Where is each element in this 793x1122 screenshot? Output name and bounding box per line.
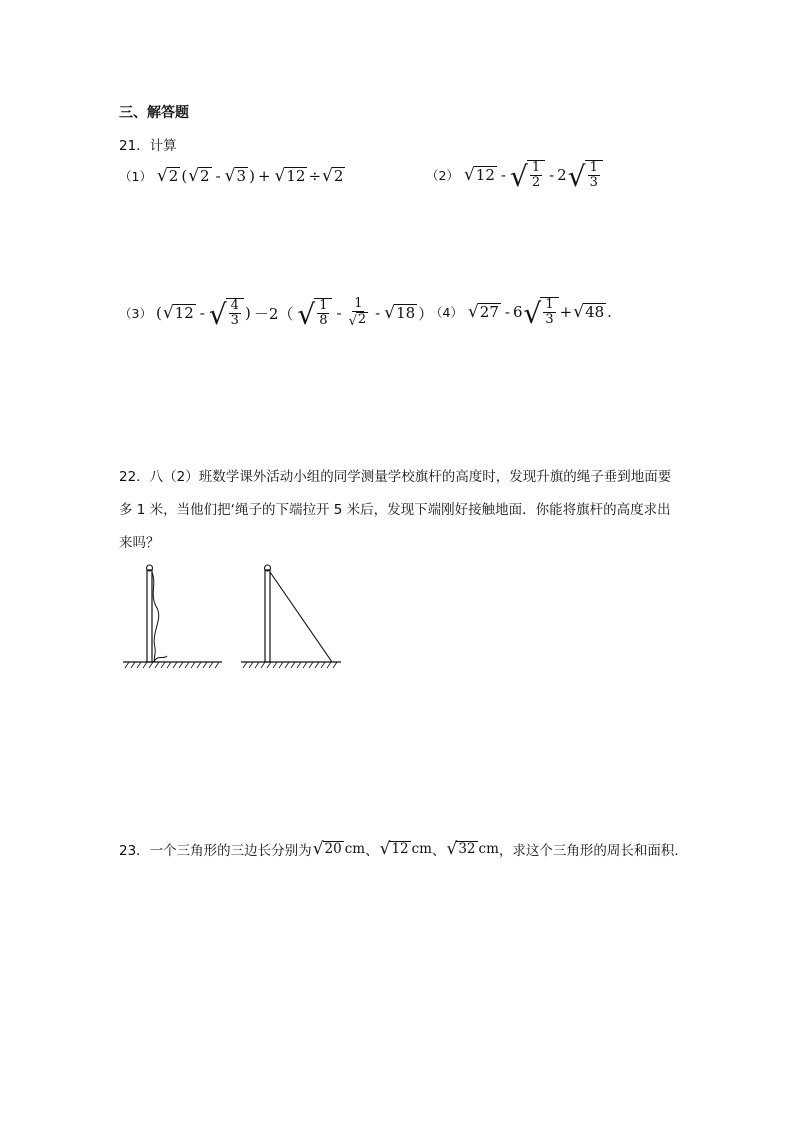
radical: √ 32 xyxy=(446,838,476,859)
fraction: 1 √ 2 xyxy=(348,296,367,330)
q21-part3: （3） ( √ 12 - √ $\frac{4}{3}$ ) －2（ √ $\frac{1}{8}$ - 1 √ 2 - √ 18 ） xyxy=(119,296,434,331)
q21-part4: （4） √ 27 - 6 √ $\frac{1}{3}$ + √ 48 . xyxy=(430,296,612,330)
flagpole-figures xyxy=(119,560,354,675)
radical: √ 12 xyxy=(274,166,306,187)
figure-rope-hanging xyxy=(123,565,222,668)
part-label: （2） xyxy=(426,168,459,184)
radical: √ 3 xyxy=(224,166,247,187)
q21-label: 21．计算 xyxy=(119,138,177,154)
radical: √ 20 xyxy=(312,838,342,859)
radical: √ 12 xyxy=(379,838,409,859)
radical: √ 18 xyxy=(384,303,416,324)
section-title: 三、解答题 xyxy=(119,105,189,121)
radical: √ 48 xyxy=(573,302,605,323)
radical-fraction: √ $\frac{1}{3}$ xyxy=(568,160,603,191)
radical: √ 12 xyxy=(162,303,194,324)
radical-fraction: √ $\frac{1}{8}$ xyxy=(297,298,332,329)
radical-fraction: √ $\frac{1}{2}$ xyxy=(510,160,545,191)
q21-part2: （2） √ 12 - √ $\frac{1}{2}$ - 2 √ $\frac{1}{3}$ xyxy=(426,160,604,191)
q22-text: 22．八（2）班数学课外活动小组的同学测量学校旗杆的高度时，发现升旗的绳子垂到地面要多 1 米，当他们把‘绳子的下端拉开 5 米后，发现下端刚好接触地面．你能将旗杆的高度求出来吗？ xyxy=(119,469,672,551)
q23-text: 23．一个三角形的三边长分别为 √ 20 cm 、 √ 12 cm 、 √ 32 cm ，求这个三角形的周长和面积． xyxy=(119,838,688,859)
radical-fraction: √ $\frac{1}{3}$ xyxy=(524,297,559,328)
q21-part1: （1） √ 2 ( √ 2 - √ 3 ) + √ 12 ÷ √ 2 xyxy=(119,166,344,187)
radical: √ 2 xyxy=(188,166,210,187)
radical: √ 2 xyxy=(322,166,344,187)
radical: √ 2 xyxy=(156,166,179,187)
part-label: （1） xyxy=(119,169,152,185)
part-label: （3） xyxy=(119,306,152,322)
radical: √ 27 xyxy=(467,302,499,323)
part-label: （4） xyxy=(430,305,463,321)
radical-fraction: √ $\frac{4}{3}$ xyxy=(209,298,244,329)
figure-rope-stretched xyxy=(241,565,341,668)
radical: √ 12 xyxy=(463,165,495,186)
